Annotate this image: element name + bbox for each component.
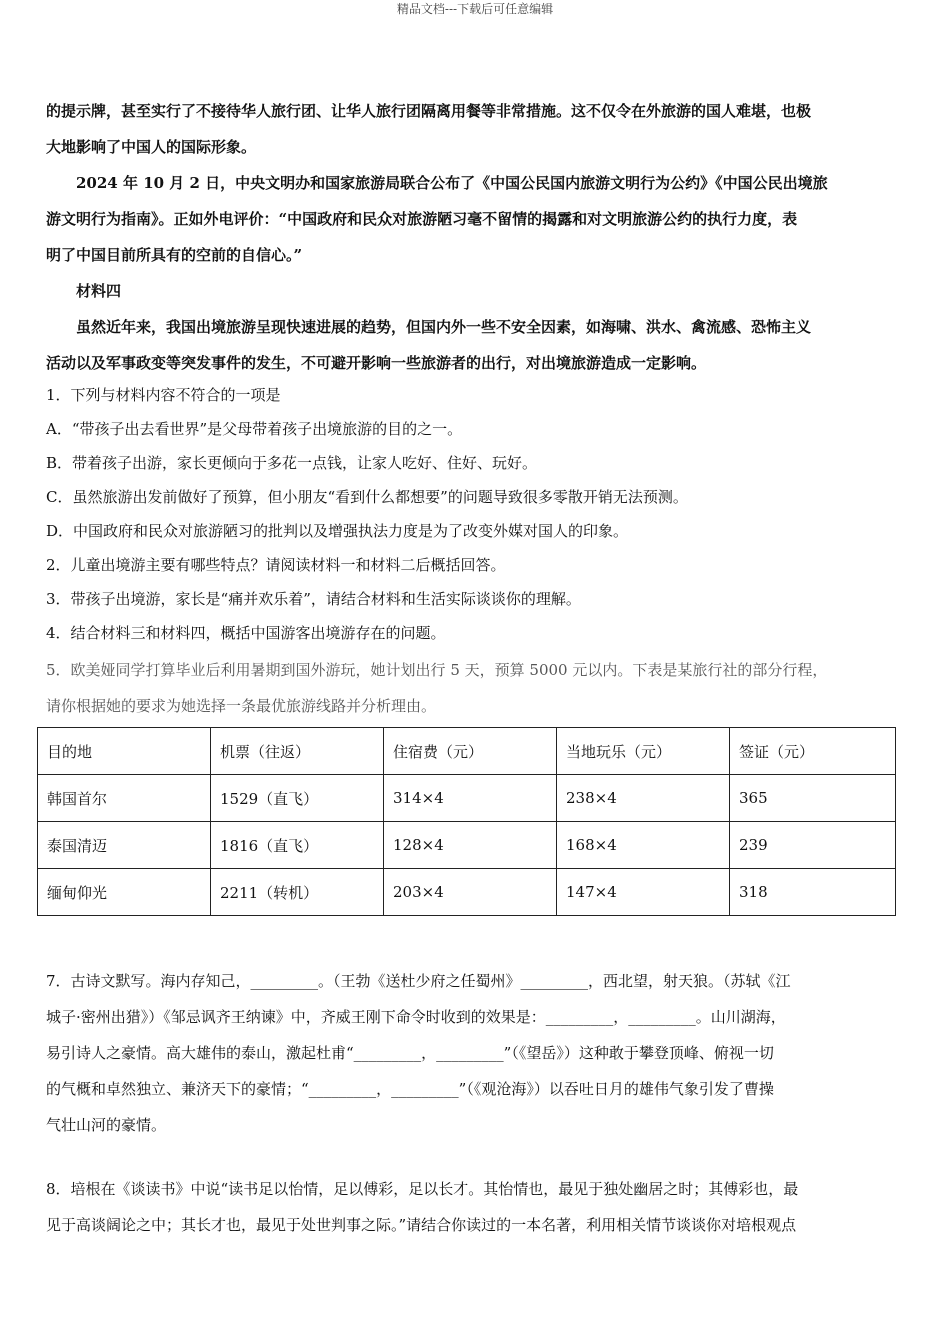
question-4: 4．结合材料三和材料四，概括中国游客出境游存在的问题。 — [46, 624, 446, 642]
option-a: A．“带孩子出去看世界”是父母带着孩子出境旅游的目的之一。 — [46, 420, 463, 438]
table-cell: 239 — [730, 822, 896, 869]
question-list — [46, 378, 906, 650]
table-header-cell: 目的地 — [38, 728, 211, 775]
table-row — [38, 775, 896, 822]
table-header-cell: 机票（往返） — [211, 728, 384, 775]
table-cell: 128×4 — [384, 822, 557, 869]
text-line: 虽然近年来，我国出境旅游呈现快速进展的趋势，但国内外一些不安全因素，如海啸、洪水、禽流感、恐怖主义 — [76, 318, 812, 336]
text-line: 的气概和卓然独立、兼济天下的豪情；“_________，_________”（《观沧海》）以吞吐日月的雄伟气象引发了曹操 — [46, 1080, 774, 1098]
text-line: 活动以及军事政变等突发事件的发生，不可避开影响一些旅游者的出行，对出境旅游造成一定影响。 — [46, 354, 707, 372]
text-line: 见于高谈阔论之中；其长才也，最见于处世判事之际。”请结合你读过的一本名著，利用相关情节谈谈你对培根观点 — [46, 1216, 797, 1234]
table-row — [38, 869, 896, 916]
question-8 — [46, 1171, 906, 1243]
option-c: C．虽然旅游出发前做好了预算，但小朋友“看到什么都想要”的问题导致很多零散开销无法预测。 — [46, 488, 688, 506]
table-cell: 2211（转机） — [211, 869, 384, 916]
table-cell: 318 — [730, 869, 896, 916]
table-header-cell: 签证（元） — [730, 728, 896, 775]
table-header-row — [38, 728, 896, 775]
text-line: 2024 年 10 月 2 日，中央文明办和国家旅游局联合公布了《中国公民国内旅游文明行为公约》《中国公民出境旅 — [76, 174, 828, 192]
table-cell: 365 — [730, 775, 896, 822]
paragraph-continuation — [46, 93, 906, 165]
paragraph-2024-announcement — [46, 165, 906, 273]
table-header-cell: 住宿费（元） — [384, 728, 557, 775]
text-line: 大地影响了中国人的国际形象。 — [46, 138, 257, 156]
material-four-body — [46, 309, 906, 381]
text-line: 明了中国目前所具有的空前的自信心。” — [46, 246, 303, 264]
text-line: 7．古诗文默写。海内存知己，_________。（王勃《送杜少府之任蜀州》_________，西北望，射天狼。（苏轼《江 — [46, 972, 791, 990]
text-line: 8．培根在《谈读书》中说“读书足以怡情，足以傅彩，足以长才。其怡情也，最见于独处幽居之时；其傅彩也，最 — [46, 1180, 799, 1198]
option-d: D．中国政府和民众对旅游陋习的批判以及增强执法力度是为了改变外媒对国人的印象。 — [46, 522, 629, 540]
material-four-title: 材料四 — [76, 282, 122, 300]
text-line: 请你根据她的要求为她选择一条最优旅游线路并分析理由。 — [46, 697, 437, 715]
table-cell: 168×4 — [557, 822, 730, 869]
table-cell: 1816（直飞） — [211, 822, 384, 869]
text-line: 气壮山河的豪情。 — [46, 1116, 167, 1134]
text-line: 的提示牌，甚至实行了不接待华人旅行团、让华人旅行团隔离用餐等非常措施。这不仅令在外旅游的国人难堪，也极 — [46, 102, 812, 120]
table-cell: 238×4 — [557, 775, 730, 822]
table-cell: 147×4 — [557, 869, 730, 916]
text-line: 易引诗人之豪情。高大雄伟的泰山，激起杜甫“_________，_________”（《望岳》）这种敢于攀登顶峰、俯视一切 — [46, 1044, 774, 1062]
table-cell: 1529（直飞） — [211, 775, 384, 822]
table-header-cell: 当地玩乐（元） — [557, 728, 730, 775]
question-5 — [46, 652, 906, 724]
question-1: 1．下列与材料内容不符合的一项是 — [46, 386, 281, 404]
table-row — [38, 822, 896, 869]
page-header: 精品文档---下载后可任意编辑 — [396, 2, 554, 16]
text-line: 游文明行为指南》。正如外电评价：“中国政府和民众对旅游陋习毫不留情的揭露和对文明旅游公约的执行力度，表 — [46, 210, 798, 228]
text-line: 5．欧美娅同学打算毕业后利用暑期到国外游玩，她计划出行 5 天，预算 5000 元以内。下表是某旅行社的部分行程， — [46, 661, 828, 679]
table-cell: 203×4 — [384, 869, 557, 916]
table-cell: 314×4 — [384, 775, 557, 822]
table-cell: 泰国清迈 — [38, 822, 211, 869]
question-2: 2．儿童出境游主要有哪些特点？请阅读材料一和材料二后概括回答。 — [46, 556, 506, 574]
question-3: 3．带孩子出境游，家长是“痛并欢乐着”，请结合材料和生活实际谈谈你的理解。 — [46, 590, 581, 608]
table-cell: 韩国首尔 — [38, 775, 211, 822]
question-7 — [46, 963, 906, 1143]
text-line: 城子·密州出猎》）《邹忌讽齐王纳谏》中，齐威王刚下命令时收到的效果是：_________，_________。山川湖海， — [46, 1008, 786, 1026]
table-cell: 缅甸仰光 — [38, 869, 211, 916]
option-b: B．带着孩子出游，家长更倾向于多花一点钱，让家人吃好、住好、玩好。 — [46, 454, 538, 472]
itinerary-table — [37, 727, 896, 916]
